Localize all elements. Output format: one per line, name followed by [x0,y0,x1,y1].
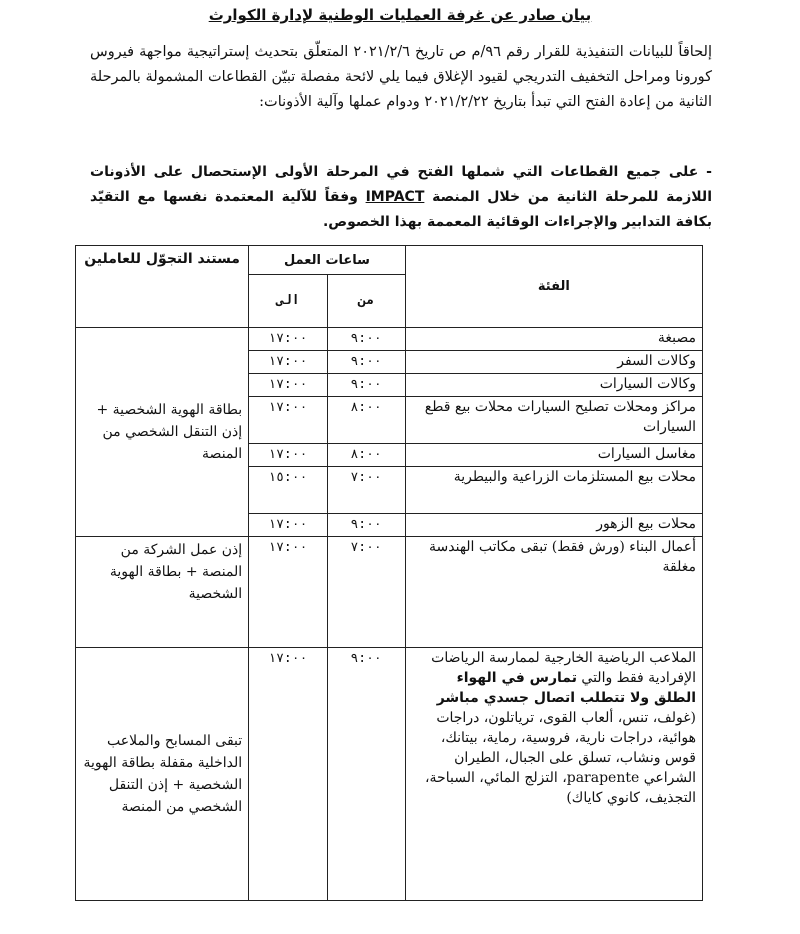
row-category: محلات بيع الزهور [405,514,702,537]
notice-text-after: وفقاً للآلية المعتمدة نفسها مع التقيّد بكافة التدابير والإجراءات الوقائية المعممة بهذا الخصوص. [90,189,712,230]
row-to: ١٧:٠٠ [249,351,327,374]
row-to: ١٧:٠٠ [249,444,327,467]
table-row-sports [76,648,703,901]
row-from: ٨:٠٠ [327,397,405,444]
permit-group-1: بطاقة الهوية الشخصية + إذن التنقل الشخصي من المنصة [76,328,249,537]
header-from: من [327,275,405,328]
row-category: وكالات السفر [405,351,702,374]
row-category: أعمال البناء (ورش فقط) تبقى مكاتب الهندسة مغلقة [405,537,702,648]
row-category: مغاسل السيارات [405,444,702,467]
row-to: ١٧:٠٠ [249,328,327,351]
notice-paragraph [90,160,712,235]
notice-text-before: - على جميع القطاعات التي شملها الفتح في المرحلة الأولى الإستحصال على الأذونات اللازمة للمرحلة الثانية من خلال المنصة [90,164,712,205]
header-category: الفئة [405,246,702,328]
sports-list-b: ، التزلج المائي، السباحة، التجذيف، كانوي كاياك) [425,770,696,806]
row-to: ١٧:٠٠ [249,374,327,397]
row-to: ١٧:٠٠ [249,537,327,648]
intro-paragraph: إلحاقاً للبيانات التنفيذية للقرار رقم ٩٦/م ص تاريخ ٢٠٢١/٢/٦ المتعلّق بتحديث إستراتيجية مواجهة فيروس كورونا ومراحل التخفيف التدريجي لقيود الإغلاق فيما يلي لائحة مفصلة تبيّن القطاعات المشمولة بالمرحلة الثانية من إعادة الفتح التي تبدأ بتاريخ ٢٠٢١/٢/٢٢ ودوام عملها وآلية الأذونات: [90,44,712,110]
row-from: ٩:٠٠ [327,374,405,397]
row-from: ٩:٠٠ [327,328,405,351]
row-from: ٩:٠٠ [327,648,405,901]
table-header-row [76,246,703,275]
row-category: مصبغة [405,328,702,351]
row-category: مراكز ومحلات تصليح السيارات محلات بيع قطع السيارات [405,397,702,444]
platform-name: IMPACT [365,189,425,205]
sectors-table [75,245,703,901]
sports-list-a: (غولف، تنس، ألعاب القوى، ترياتلون، دراجات هوائية، دراجات نارية، فروسية، رماية، بيتانك، قوس ونشاب، تسلق على الجبال، الطيران الشراعي [436,710,696,786]
document-title: بيان صادر عن غرفة العمليات الوطنية لإدارة الكوارث [208,6,592,24]
sports-category [405,648,702,901]
row-to: ١٥:٠٠ [249,467,327,514]
table-row [76,537,703,648]
row-to: ١٧:٠٠ [249,514,327,537]
header-permit: مستند التجوّل للعاملين [76,246,249,328]
row-category: محلات بيع المستلزمات الزراعية والبيطرية [405,467,702,514]
sports-bold-condition: تمارس في الهواء الطلق ولا تتطلب اتصال جسدي مباشر [436,670,696,706]
row-category: وكالات السيارات [405,374,702,397]
row-from: ٧:٠٠ [327,467,405,514]
header-hours: ساعات العمل [249,246,406,275]
row-from: ٩:٠٠ [327,351,405,374]
permit-group-3: تبقى المسابح والملاعب الداخلية مقفلة بطاقة الهوية الشخصية + إذن التنقل الشخصي من المنصة [76,648,249,901]
table-row [76,328,703,351]
header-to: الى [249,275,327,328]
sports-intro: الملاعب الرياضية الخارجية لممارسة الرياضات الإفرادية فقط والتي [431,650,696,686]
sports-latin-term: parapente [566,770,640,786]
permit-group-2: إذن عمل الشركة من المنصة + بطاقة الهوية الشخصية [76,537,249,648]
row-from: ٩:٠٠ [327,514,405,537]
row-to: ١٧:٠٠ [249,397,327,444]
row-from: ٨:٠٠ [327,444,405,467]
row-from: ٧:٠٠ [327,537,405,648]
row-to: ١٧:٠٠ [249,648,327,901]
